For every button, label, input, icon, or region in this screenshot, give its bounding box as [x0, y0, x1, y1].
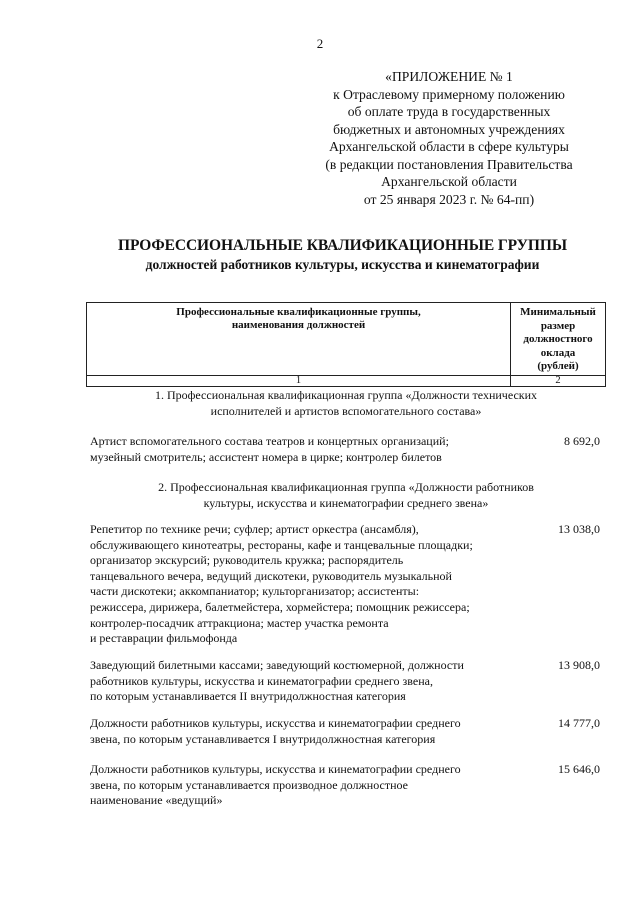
position-line: звена, по которым устанавливается I внутридолжностная категория — [90, 731, 436, 746]
appendix-line: (в редакции постановления Правительства — [325, 156, 573, 172]
position-line: работников культуры, искусства и кинематографии среднего звена, — [90, 673, 433, 688]
position-line: организатор экскурсий; руководитель кружка; распорядитель — [90, 553, 404, 568]
position-line: звена, по которым устанавливается производное должностное — [90, 777, 408, 792]
position-list-4 — [90, 716, 510, 747]
position-line: Артист вспомогательного состава театров и концертных организаций; — [90, 434, 449, 448]
salary-value-5: 15 646,0 — [558, 762, 600, 776]
header-text: наименования должностей — [231, 319, 366, 331]
header-table — [86, 302, 606, 387]
column-header-salary — [511, 303, 606, 376]
salary-value-3: 13 908,0 — [558, 658, 600, 672]
position-line: Должности работников культуры, искусства и кинематографии среднего — [90, 762, 461, 776]
position-line: и реставрации фильмофонда — [90, 631, 238, 646]
position-line: музейный смотритель; ассистент номера в цирке; контролер билетов — [90, 449, 442, 464]
position-list-1 — [90, 434, 510, 465]
page-number: 2 — [316, 36, 324, 51]
group-title-line: 1. Профессиональная квалификационная группа «Должности технических — [154, 388, 538, 402]
appendix-line: «ПРИЛОЖЕНИЕ № 1 — [385, 69, 513, 84]
header-text: оклада — [540, 346, 576, 359]
header-text: (рублей) — [537, 360, 579, 372]
position-line: части дискотеки; аккомпаниатор; культорганизатор; ассистенты: — [90, 584, 420, 599]
group-title-line: исполнителей и артистов вспомогательного состава» — [210, 403, 482, 418]
appendix-header — [300, 68, 598, 208]
column-number-2: 2 — [511, 376, 606, 387]
position-list-5 — [90, 762, 510, 809]
position-line: Должности работников культуры, искусства и кинематографии среднего — [90, 716, 461, 730]
appendix-line: к Отраслевому примерному положению — [333, 86, 565, 102]
appendix-line: от 25 января 2023 г. № 64-пп) — [363, 191, 535, 207]
position-line: контролер-посадчик аттракциона; мастер участка ремонта — [90, 615, 389, 630]
appendix-line: Архангельской области — [381, 174, 517, 189]
group-title-line: культуры, искусства и кинематографии среднего звена» — [203, 495, 489, 510]
salary-value-1: 8 692,0 — [564, 434, 600, 448]
position-line: Заведующий билетными кассами; заведующий костюмерной, должности — [90, 658, 464, 672]
position-line: по которым устанавливается II внутридолжностная категория — [90, 689, 406, 704]
header-text: должностного — [523, 333, 593, 345]
position-list-2 — [90, 522, 510, 647]
position-line: режиссера, дирижера, балетмейстера, хормейстера; помощник режиссера; — [90, 599, 470, 614]
column-number-1: 1 — [87, 376, 511, 387]
group-title-line: 2. Профессиональная квалификационная группа «Должности работников — [158, 480, 534, 494]
group-title-1 — [86, 388, 606, 419]
header-text: Профессиональные квалификационные группы, — [176, 306, 421, 318]
position-line: танцевального вечера, ведущий дискотеки, руководитель музыкальной — [90, 568, 452, 583]
position-line: обслуживающего кинотеатры, рестораны, кафе и танцевальные площадки; — [90, 537, 473, 552]
appendix-line: об оплате труда в государственных — [347, 104, 551, 119]
position-list-3 — [90, 658, 510, 705]
appendix-line: бюджетных и автономных учреждениях — [333, 121, 565, 137]
document-title — [60, 236, 625, 274]
header-text: Минимальный — [520, 306, 596, 318]
group-title-2 — [86, 480, 606, 511]
salary-value-4: 14 777,0 — [558, 716, 600, 730]
header-text: размер — [540, 319, 576, 332]
title-line-2: должностей работников культуры, искусства и кинематографии — [145, 257, 540, 272]
appendix-line: Архангельской области в сфере культуры — [329, 139, 569, 154]
position-line: Репетитор по технике речи; суфлер; артист оркестра (ансамбля), — [90, 522, 419, 536]
position-line: наименование «ведущий» — [90, 793, 223, 808]
column-header-groups — [87, 303, 511, 376]
salary-value-2: 13 038,0 — [558, 522, 600, 536]
title-line-1: ПРОФЕССИОНАЛЬНЫЕ КВАЛИФИКАЦИОННЫЕ ГРУППЫ — [118, 237, 567, 254]
